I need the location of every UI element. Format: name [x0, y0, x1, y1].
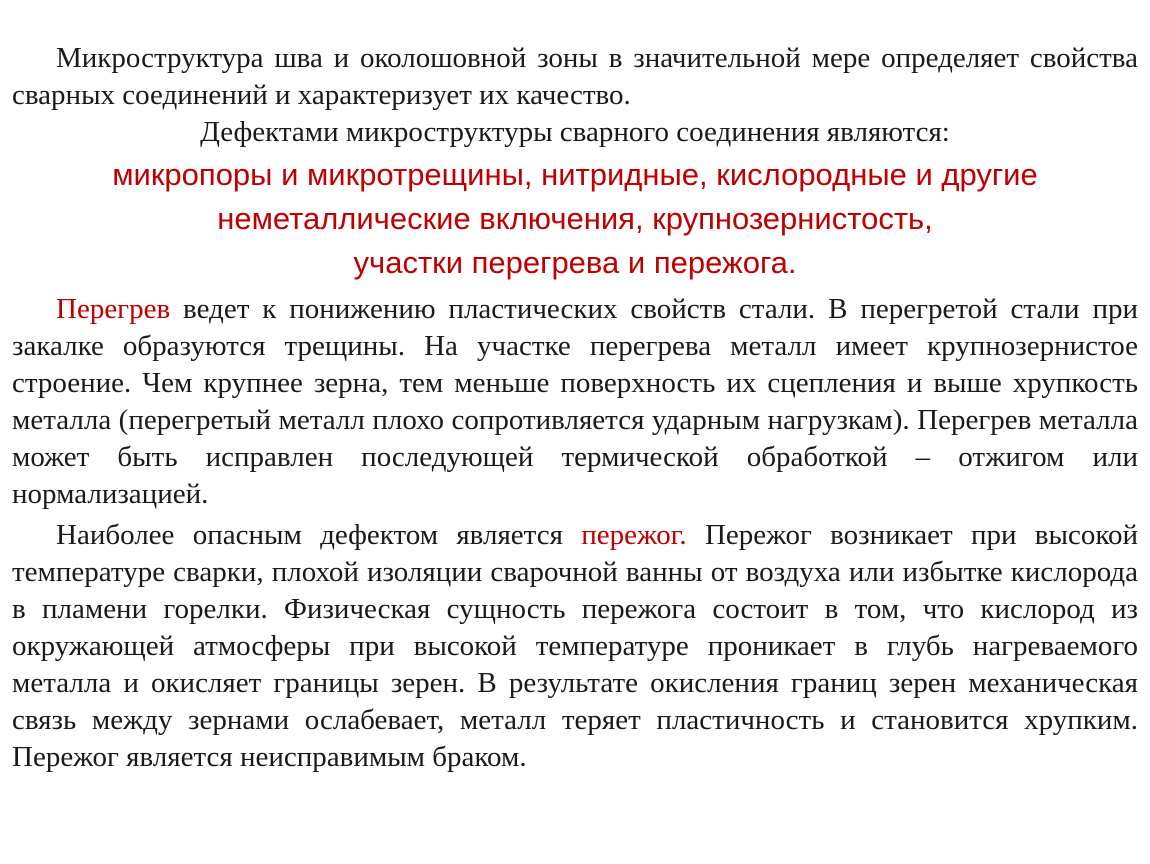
overheat-paragraph [12, 291, 1138, 513]
defects-line-2: неметаллические включения, крупнозернистость, [217, 201, 933, 236]
defects-intro: Дефектами микроструктуры сварного соединения являются: [200, 116, 950, 148]
defects-line-1: микропоры и микротрещины, нитридные, кислородные и другие [112, 157, 1038, 192]
burn-text: Пережог возникает при высокой температуре сварки, плохой изоляции сварочной ванны от воздуха или избытке кислорода в пламени горелки. Физическая сущность пережога состоит в том, что кислород из окружающей атмосферы при высокой температуре проникает в глубь нагреваемого металла и окисляет границы зерен. В результате окисления границ зерен механическая связь между зернами ослабевает, металл теряет пластичность и становится хрупким. Пережог является неисправимым браком. [12, 519, 1138, 773]
intro-paragraph: Микроструктура шва и околошовной зоны в значительной мере определяет свойства сварных соединений и характеризует их качество. [12, 42, 1138, 111]
burn-term: пережог. [581, 519, 687, 551]
slide-content [12, 40, 1138, 776]
defects-list [12, 153, 1138, 285]
overheat-term: Перегрев [56, 293, 171, 325]
overheat-text: ведет к понижению пластических свойств стали. В перегретой стали при закалке образуются трещины. На участке перегрева металл имеет крупнозернистое строение. Чем крупнее зерна, тем меньше поверхность их сцепления и выше хрупкость металла (перегретый металл плохо сопротивляется ударным нагрузкам). Перегрев металла может быть исправлен последующей термической обработкой – отжигом или нормализацией. [12, 293, 1138, 510]
burn-lead: Наиболее опасным дефектом является [56, 519, 582, 551]
burn-paragraph [12, 517, 1138, 776]
defects-line-3: участки перегрева и пережога. [353, 245, 797, 280]
